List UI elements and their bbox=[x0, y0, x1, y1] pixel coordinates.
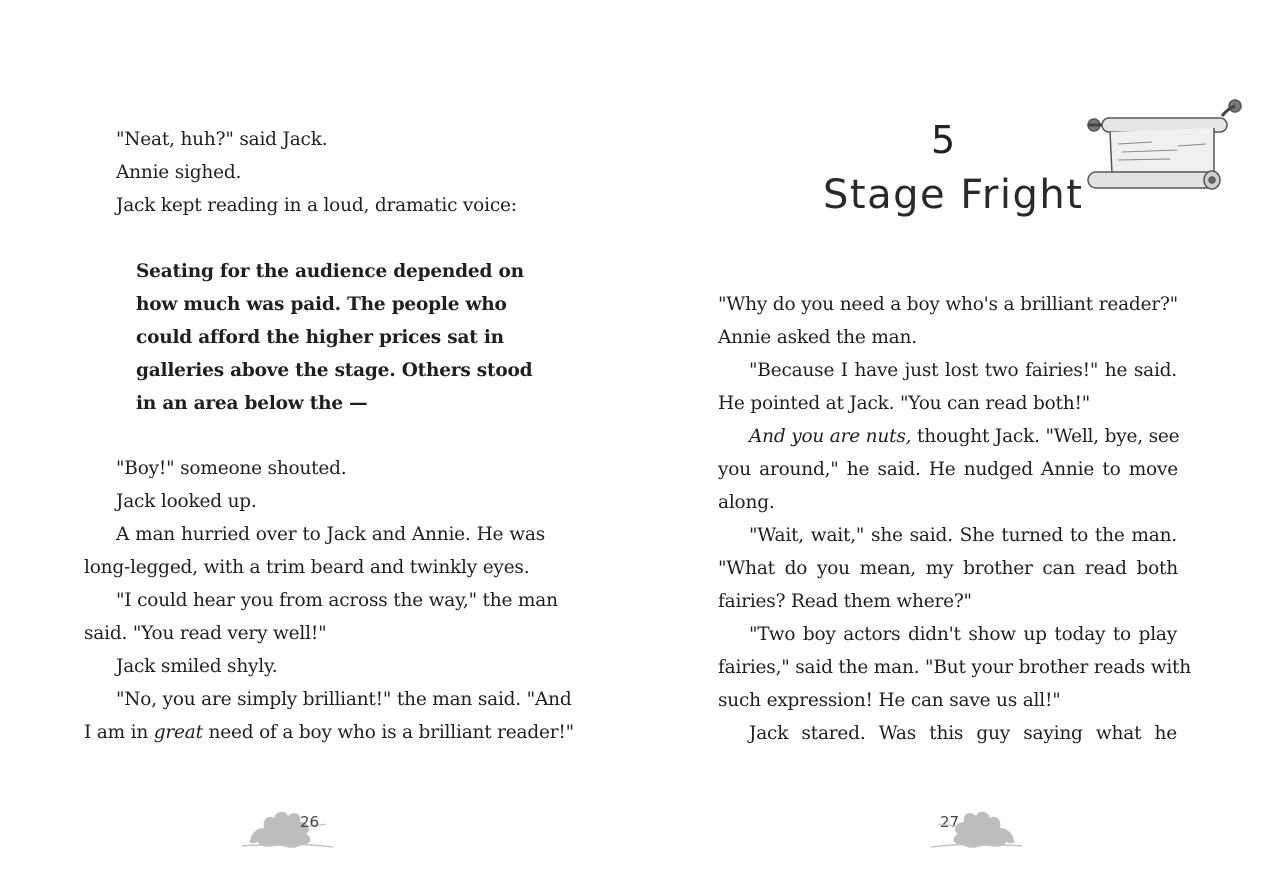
text-run: I am in bbox=[84, 722, 154, 743]
paragraph: He pointed at Jack. "You can read both!" bbox=[718, 393, 1091, 414]
paragraph: "Why do you need a boy who's a brilliant reader?" bbox=[718, 294, 1178, 315]
paragraph: "I could hear you from across the way," the man bbox=[116, 590, 558, 611]
paragraph: "Wait, wait," she said. She turned to the man. bbox=[749, 525, 1177, 546]
paragraph bbox=[749, 420, 1180, 453]
paragraph: you around," he said. He nudged Annie to move bbox=[718, 459, 1178, 480]
paragraph: Annie asked the man. bbox=[718, 327, 917, 348]
paragraph: Annie sighed. bbox=[116, 162, 242, 183]
paragraph: A man hurried over to Jack and Annie. He was bbox=[116, 524, 545, 545]
excerpt-line: galleries above the stage. Others stood bbox=[136, 360, 533, 381]
paragraph: "Two boy actors didn't show up today to play bbox=[749, 624, 1177, 645]
scroll-illustration-icon bbox=[1082, 92, 1242, 202]
excerpt-line: Seating for the audience depended on bbox=[136, 261, 524, 282]
paragraph: Jack smiled shyly. bbox=[116, 656, 278, 677]
excerpt-line: in an area below the — bbox=[136, 393, 368, 414]
chapter-number: 5 bbox=[931, 118, 956, 162]
paragraph: said. "You read very well!" bbox=[84, 623, 327, 644]
right-page bbox=[631, 0, 1262, 873]
emphasis: great bbox=[153, 722, 203, 743]
paragraph: fairies," said the man. "But your brother reads with bbox=[718, 657, 1192, 678]
paragraph: along. bbox=[718, 492, 775, 513]
paragraph: long-legged, with a trim beard and twinkly eyes. bbox=[84, 557, 530, 578]
excerpt-line: could afford the higher prices sat in bbox=[136, 327, 504, 348]
excerpt-line: how much was paid. The people who bbox=[136, 294, 507, 315]
paragraph: Jack looked up. bbox=[116, 491, 257, 512]
paragraph: "Because I have just lost two fairies!" he said. bbox=[749, 360, 1177, 381]
paragraph: Jack kept reading in a loud, dramatic voice: bbox=[116, 195, 517, 216]
paragraph bbox=[84, 716, 574, 749]
paragraph: "No, you are simply brilliant!" the man said. "And bbox=[116, 689, 572, 710]
paragraph: fairies? Read them where?" bbox=[718, 591, 972, 612]
paragraph: "What do you mean, my brother can read both bbox=[718, 558, 1178, 579]
page-number: 26 bbox=[300, 813, 320, 831]
ink-splash-icon bbox=[240, 802, 335, 852]
emphasis: And you are nuts, bbox=[749, 426, 912, 447]
paragraph: such expression! He can save us all!" bbox=[718, 690, 1061, 711]
page-number: 27 bbox=[940, 813, 960, 831]
ink-splash-icon bbox=[929, 802, 1024, 852]
chapter-title: Stage Fright bbox=[823, 172, 1084, 218]
paragraph: "Neat, huh?" said Jack. bbox=[116, 129, 328, 150]
paragraph: Jack stared. Was this guy saying what he bbox=[749, 723, 1177, 744]
text-run: thought Jack. "Well, bye, see bbox=[911, 426, 1180, 447]
text-run: need of a boy who is a brilliant reader!" bbox=[202, 722, 574, 743]
paragraph: "Boy!" someone shouted. bbox=[116, 458, 347, 479]
